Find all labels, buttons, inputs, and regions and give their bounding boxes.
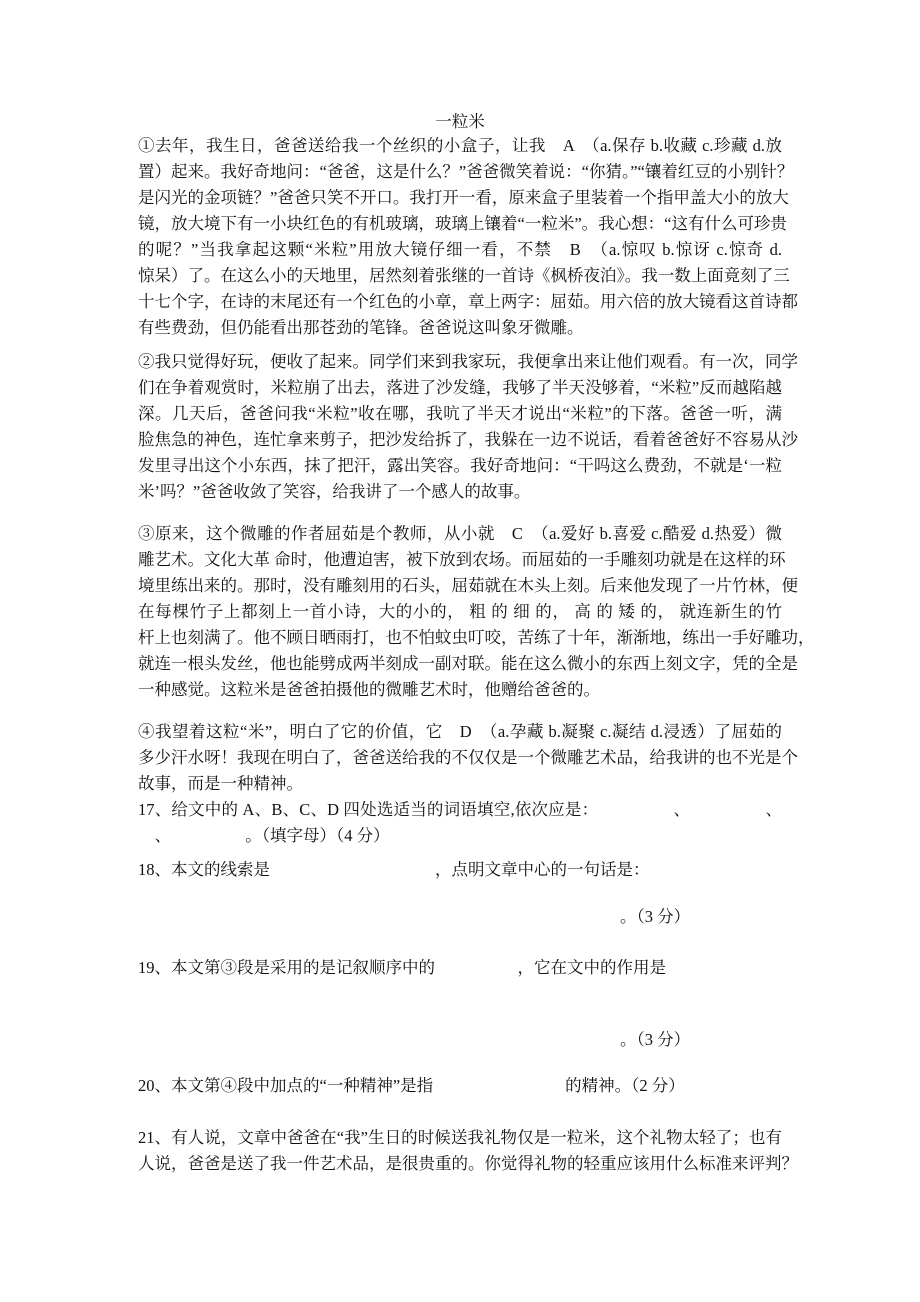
paragraph-2-line: 发里寻出这个小东西，抹了把汗，露出笑容。我好奇地问：“干吗这么费劲，不就是‘一粒 [138,456,782,475]
paragraph-1-line: 十七个字，在诗的末尾还有一个红色的小章，章上两字：屈茹。用六倍的放大镜看这首诗都 [138,292,798,311]
paragraph-2-line: 深。几天后，爸爸问我“米粒”收在哪，我吭了半天才说出“米粒”的下落。爸爸一听，满 [138,404,782,423]
paragraph-4-line: ④我望着这粒“米”，明白了它的价值，它 D （a.孕藏 b.凝聚 c.凝结 d.浸透）了屈茹的 [138,722,782,741]
paragraph-1-line: 惊呆）了。在这么小的天地里，居然刻着张继的一首诗《枫桥夜泊》。我一数上面竟刻了三 [138,266,790,285]
paragraph-3-line: 一种感觉。这粒米是爸爸拍摄他的微雕艺术时，他赠给爸爸的。 [138,680,600,699]
paragraph-4-line: 多少汗水呀！我现在明白了，爸爸送给我的不仅仅是一个微雕艺术品，给我讲的也不光是个 [138,748,798,767]
paragraph-3-line: 在每棵竹子上都刻上一首小诗，大的小的， 粗 的 细 的， 高 的 矮 的， 就连新生的竹 [138,602,782,621]
question-19-line: 。（3 分） [620,1030,691,1049]
question-21-line: 21、有人说，文章中爸爸在“我”生日的时候送我礼物仅是一粒米，这个礼物太轻了；也有 [138,1128,782,1147]
paragraph-1-line: 的呢？”当我拿起这颗“米粒”用放大镜仔细一看，不禁 B （a.惊叹 b.惊讶 c.惊奇 d. [138,240,782,259]
paragraph-3-line: 杆上也刻满了。他不顾日晒雨打，也不怕蚊虫叮咬，苦练了十年，渐渐地，练出一手好雕功， [138,628,815,647]
paragraph-3-line: 境里练出来的。那时，没有雕刻用的石头，屈茹就在木头上刻。后来他发现了一片竹林，便 [138,576,798,595]
question-18-line: 18、本文的线索是 ，点明文章中心的一句话是： [138,860,650,879]
question-17-line: 、 。（填字母）（4 分） [138,826,390,845]
article-title: 一粒米 [435,112,485,131]
paragraph-1-line: 有些费劲，但仍能看出那苍劲的笔锋。爸爸说这叫象牙微雕。 [138,318,584,337]
paragraph-2-line: 米’吗？”爸爸收敛了笑容，给我讲了一个感人的故事。 [138,482,531,501]
paragraph-1-line: 镜，放大境下有一小块红色的有机玻璃，玻璃上镶着“一粒米”。我心想：“这有什么可珍贵 [138,214,787,233]
question-19-line: 19、本文第③段是采用的是记叙顺序中的 ，它在文中的作用是 [138,958,666,977]
question-20-line: 20、本文第④段中加点的“一种精神”是指 的精神。（2 分） [138,1076,685,1095]
paragraph-4-line: 故事，而是一种精神。 [138,774,303,793]
paragraph-3-line: 就连一根头发丝，他也能劈成两半刻成一副对联。能在这么微小的东西上刻文字，凭的全是 [138,654,798,673]
paragraph-3-line: 雕艺术。文化大革 命时，他遭迫害，被下放到农场。而屈茹的一手雕刻功就是在这样的环 [138,550,786,569]
question-18-line: 。（3 分） [620,907,691,926]
paragraph-1-line: 置）起来。我好奇地问：“爸爸，这是什么？”爸爸微笑着说：“你猜。”“镶着红豆的小别针？ [138,162,794,181]
paragraph-2-line: ②我只觉得好玩，便收了起来。同学们来到我家玩，我便拿出来让他们观看。有一次，同学 [138,352,798,371]
paragraph-3-line: ③原来，这个微雕的作者屈茹是个教师，从小就 C （a.爱好 b.喜爱 c.酷爱 d.热爱）微 [138,524,782,543]
paragraph-1-line: ①去年，我生日，爸爸送给我一个丝织的小盒子，让我 A （a.保存 b.收藏 c.珍藏 d.放 [138,136,782,155]
paragraph-1-line: 是闪光的金项链？”爸爸只笑不开口。我打开一看，原来盒子里装着一个指甲盖大小的放大 [138,188,789,207]
paragraph-2-line: 脸焦急的神色，连忙拿来剪子，把沙发给拆了，我躲在一边不说话，看着爸爸好不容易从沙 [138,430,798,449]
question-21-line: 人说，爸爸是送了我一件艺术品，是很贵重的。你觉得礼物的轻重应该用什么标准来评判？ [138,1154,798,1173]
question-17-line: 17、给文中的 A、B、C、D 四处选适当的词语填空,依次应是： 、 、 [138,800,782,819]
paragraph-2-line: 们在争着观赏时，米粒崩了出去，落进了沙发缝，我够了半天没够着，“米粒”反而越陷越 [138,378,782,397]
